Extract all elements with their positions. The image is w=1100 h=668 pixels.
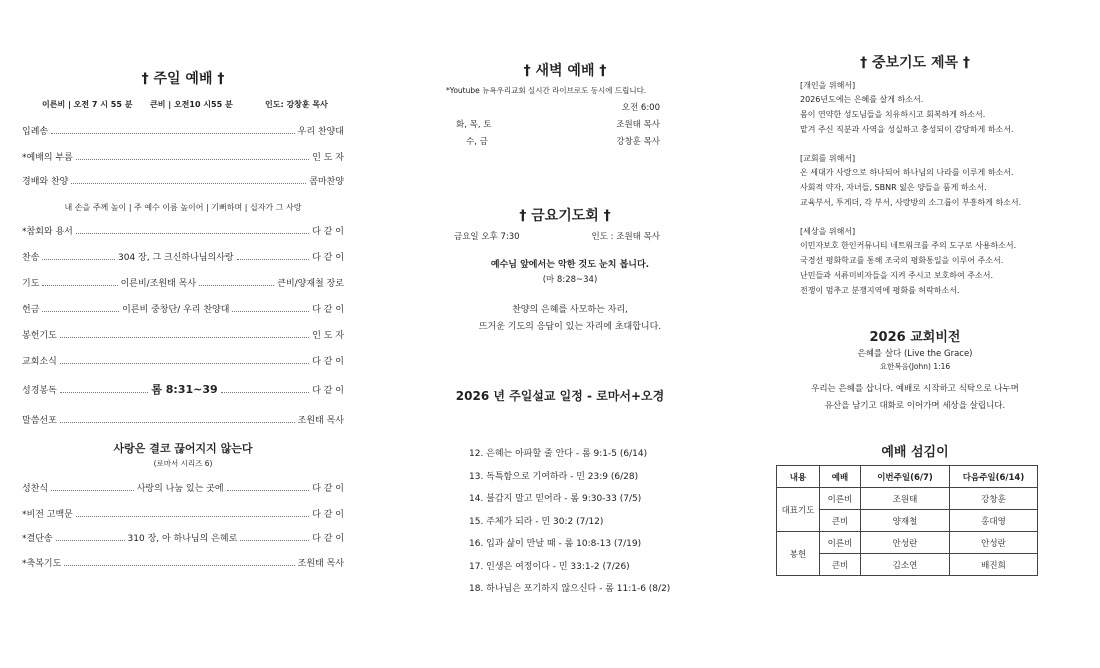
early-service-time: 이른비 | 오전 7 시 55 분 [42, 100, 133, 109]
order-item-label: *예배의 부름 [22, 153, 73, 163]
prayer-group-head: [개인을 위해서] [800, 81, 856, 90]
order-item-label: 헌금 [22, 305, 40, 315]
dotted-leader [76, 232, 309, 234]
order-item-label: *비전 고백문 [22, 510, 73, 520]
order-item [22, 250, 344, 263]
order-item-label: 성경봉독 [22, 386, 57, 396]
table-row [777, 532, 1038, 554]
order-item [22, 413, 344, 426]
order-item-detail: 사랑의 나눔 있는 곳에 [136, 484, 224, 494]
dotted-leader [42, 310, 119, 312]
order-item-label: 교회소식 [22, 357, 57, 367]
order-item-label: *참회와 용서 [22, 227, 73, 237]
order-item-right: 인 도 자 [312, 153, 344, 163]
prayer-line: 온 세대가 사랑으로 하나되어 하나님의 나라를 이루게 하소서. [800, 168, 1014, 177]
dawn-leader-2: 강창훈 목사 [616, 137, 660, 147]
order-item-right: 인 도 자 [312, 331, 344, 341]
order-item-right: 조원태 목사 [297, 416, 344, 426]
friday-invite-1: 찬양의 은혜를 사모하는 자리, [512, 305, 628, 315]
table-cell: 안성란 [861, 532, 950, 554]
order-item-right: 다 같 이 [312, 386, 344, 396]
table-cell: 배진희 [950, 554, 1038, 576]
friday-invite-2: 뜨거운 기도의 응답이 있는 자리에 초대합니다. [478, 322, 662, 332]
dawn-time: 오전 6:00 [621, 103, 660, 113]
order-item [22, 556, 344, 569]
dawn-day-1: 화, 목, 토 [456, 120, 492, 130]
order-item-right: 다 같 이 [312, 534, 345, 544]
order-item-detail: 롬 8:31~39 [151, 383, 218, 396]
table-header-cell: 내용 [777, 466, 820, 488]
dawn-leader-1: 조원태 목사 [616, 120, 660, 130]
dawn-friday-section [440, 0, 690, 668]
schedule-title: 2026 년 주일설교 일정 - 로마서+오경 [455, 389, 665, 403]
prayer-title: † 중보기도 제목 † [860, 55, 970, 71]
vision-line-2: 유산을 남기고 대화로 이어가며 세상을 살립니다. [824, 401, 1006, 411]
table-cell: 이른비 [820, 488, 861, 510]
table-header-row [777, 466, 1038, 488]
dotted-leader [221, 391, 310, 393]
table-group-cell: 봉헌 [777, 532, 820, 576]
order-item-right: 다 같 이 [312, 305, 345, 315]
prayer-line: 전쟁이 멈추고 분쟁지역에 평화를 허락하소서. [800, 286, 960, 295]
dotted-leader [199, 284, 274, 286]
schedule-item: 14. 불감지 말고 믿어라 - 롬 9:30-33 (7/5) [469, 494, 642, 504]
dotted-leader [76, 158, 309, 160]
order-item [22, 276, 344, 289]
order-item [22, 174, 344, 187]
order-item [22, 354, 344, 367]
dotted-leader [42, 258, 115, 260]
dotted-leader [42, 284, 117, 286]
table-cell: 조원태 [861, 488, 950, 510]
order-item [22, 224, 344, 237]
order-item-detail: 310 장, 아 하나님의 은혜로 [127, 534, 238, 544]
dotted-leader [232, 310, 309, 312]
friday-leader: 인도 : 조원태 목사 [591, 232, 660, 242]
prayer-vision-section [781, 0, 1040, 668]
schedule-item: 17. 인생은 여정이다 - 민 33:1-2 (7/26) [469, 561, 630, 572]
order-item [22, 150, 344, 163]
dawn-note: *Youtube 뉴욕우리교회 실시간 라이브로도 동시에 드립니다. [446, 86, 647, 95]
order-item-detail: 이른비 중창단/ 우리 찬양대 [122, 305, 230, 315]
dawn-title: † 새벽 예배 † [523, 63, 607, 79]
schedule-item: 16. 입과 삶이 만날 때 - 롬 10:8-13 (7/19) [469, 539, 642, 549]
vision-sub: 은혜를 살다 (Live the Grace) [857, 349, 973, 359]
friday-title: † 금요기도회 † [519, 208, 611, 224]
order-item [22, 481, 344, 494]
vision-verse: 요한복음(John) 1:16 [879, 362, 951, 371]
dotted-leader [227, 489, 310, 491]
order-item-label: 성찬식 [22, 484, 49, 494]
order-item-detail: 304 장, 그 크신하나님의사랑 [118, 253, 234, 263]
prayer-group-head: [교회를 위해서] [800, 154, 856, 163]
servants-title: 예배 섬김이 [881, 445, 949, 460]
prayer-line: 2026년도에는 은혜를 살게 하소서. [800, 95, 924, 104]
prayer-line: 교육부서, 투게더, 각 부서, 사랑방의 소그룹이 부흥하게 하소서. [800, 198, 1022, 207]
sunday-worship-section [22, 0, 344, 668]
order-item-label: 입례송 [22, 127, 49, 137]
order-item-label: 경배와 찬양 [22, 177, 69, 187]
order-item-right: 조원태 목사 [297, 559, 344, 569]
order-item-right: 우리 찬양대 [297, 127, 344, 137]
sunday-title: † 주일 예배 † [141, 71, 225, 87]
order-item [22, 124, 344, 137]
table-cell: 양재철 [861, 510, 950, 532]
schedule-item: 18. 하나님은 포기하지 않으신다 - 롬 11:1-6 (8/2) [469, 584, 671, 594]
dotted-leader [64, 564, 294, 566]
dawn-day-2: 수, 금 [466, 137, 488, 147]
servants-table [776, 465, 1038, 576]
sermon-series: (로마서 시리즈 6) [153, 459, 213, 468]
dotted-leader [51, 132, 295, 134]
vision-title: 2026 교회비전 [869, 330, 961, 345]
friday-ref: (마 8:28~34) [542, 275, 598, 285]
friday-headline: 예수님 앞에서는 악한 것도 눈치 봅니다. [490, 260, 650, 270]
dotted-leader [237, 258, 310, 260]
order-item-detail: 이른비/조원태 목사 [120, 279, 197, 289]
table-cell: 강창훈 [950, 488, 1038, 510]
table-row [777, 488, 1038, 510]
dotted-leader [60, 362, 309, 364]
dotted-leader [60, 336, 309, 338]
dotted-leader [56, 539, 125, 541]
schedule-item: 15. 주체가 되라 - 민 30:2 (7/12) [469, 516, 604, 527]
dotted-leader [60, 421, 295, 423]
friday-time: 금요일 오후 7:30 [454, 232, 520, 242]
dotted-leader [71, 182, 306, 184]
order-item-right: 콤마찬양 [309, 177, 344, 187]
dotted-leader [51, 489, 134, 491]
table-cell: 이른비 [820, 532, 861, 554]
service-leader: 인도: 강창훈 목사 [265, 100, 328, 109]
order-item-label: *축복기도 [22, 559, 62, 569]
prayer-line: 국경선 평화학교를 통해 조국의 평화통일을 이루어 주소서. [800, 256, 1004, 265]
order-item-right: 큰비/양재철 장로 [277, 279, 345, 289]
vision-line-1: 우리는 은혜를 삽니다. 예배로 시작하고 식탁으로 나누며 [811, 384, 1019, 394]
order-item-right: 다 같 이 [312, 357, 344, 367]
order-item-right: 다 같 이 [312, 510, 344, 520]
order-item-label: 기도 [22, 279, 40, 289]
prayer-line: 난민들과 서류미비자들을 지켜 주시고 보호하여 주소서. [800, 271, 993, 280]
schedule-item: 13. 독특함으로 기여하라 - 민 23:9 (6/28) [469, 471, 639, 482]
order-item [22, 302, 344, 315]
prayer-line: 사회적 약자, 자녀들, SBNR 잃은 양들을 품게 하소서. [800, 183, 987, 192]
order-item-right: 다 같 이 [312, 484, 344, 494]
order-item-label: *결단송 [22, 534, 53, 544]
table-header-cell: 이번주일(6/7) [861, 466, 950, 488]
late-service-time: 큰비 | 오전10 시55 분 [150, 100, 233, 109]
table-group-cell: 대표기도 [777, 488, 820, 532]
prayer-line: 몸이 연약한 성도님들을 치유하시고 회복하게 하소서. [800, 110, 986, 119]
table-cell: 큰비 [820, 510, 861, 532]
dotted-leader [76, 515, 309, 517]
table-cell: 홍대영 [950, 510, 1038, 532]
order-item-label: 봉헌기도 [22, 331, 57, 341]
order-item-label: 찬송 [22, 253, 40, 263]
table-cell: 안성란 [950, 532, 1038, 554]
order-item-right: 다 같 이 [312, 227, 344, 237]
table-cell: 김소연 [861, 554, 950, 576]
order-item [22, 328, 344, 341]
dotted-leader [60, 391, 149, 393]
order-item [22, 531, 344, 544]
table-header-cell: 예배 [820, 466, 861, 488]
sermon-title: 사랑은 결코 끊어지지 않는다 [113, 442, 253, 455]
dotted-leader [240, 539, 309, 541]
table-header-cell: 다음주일(6/14) [950, 466, 1038, 488]
schedule-item: 12. 은혜는 아파할 줄 안다 - 롬 9:1-5 (6/14) [469, 449, 648, 459]
prayer-line: 이민자보호 한인커뮤니티 네트워크를 주의 도구로 사용하소서. [800, 241, 1017, 250]
prayer-group-head: [세상을 위해서] [800, 227, 856, 236]
order-item [22, 381, 344, 397]
table-cell: 큰비 [820, 554, 861, 576]
order-item [22, 507, 344, 520]
order-item-right: 다 같 이 [312, 253, 345, 263]
order-item-label: 말씀선포 [22, 416, 57, 426]
order-note: 내 손을 주께 높이 | 주 예수 이름 높이어 | 기뻐하며 | 십자가 그 사랑 [64, 203, 302, 212]
prayer-line: 맡겨 주신 직분과 사역을 성실하고 충성되이 감당하게 하소서. [800, 125, 1014, 134]
